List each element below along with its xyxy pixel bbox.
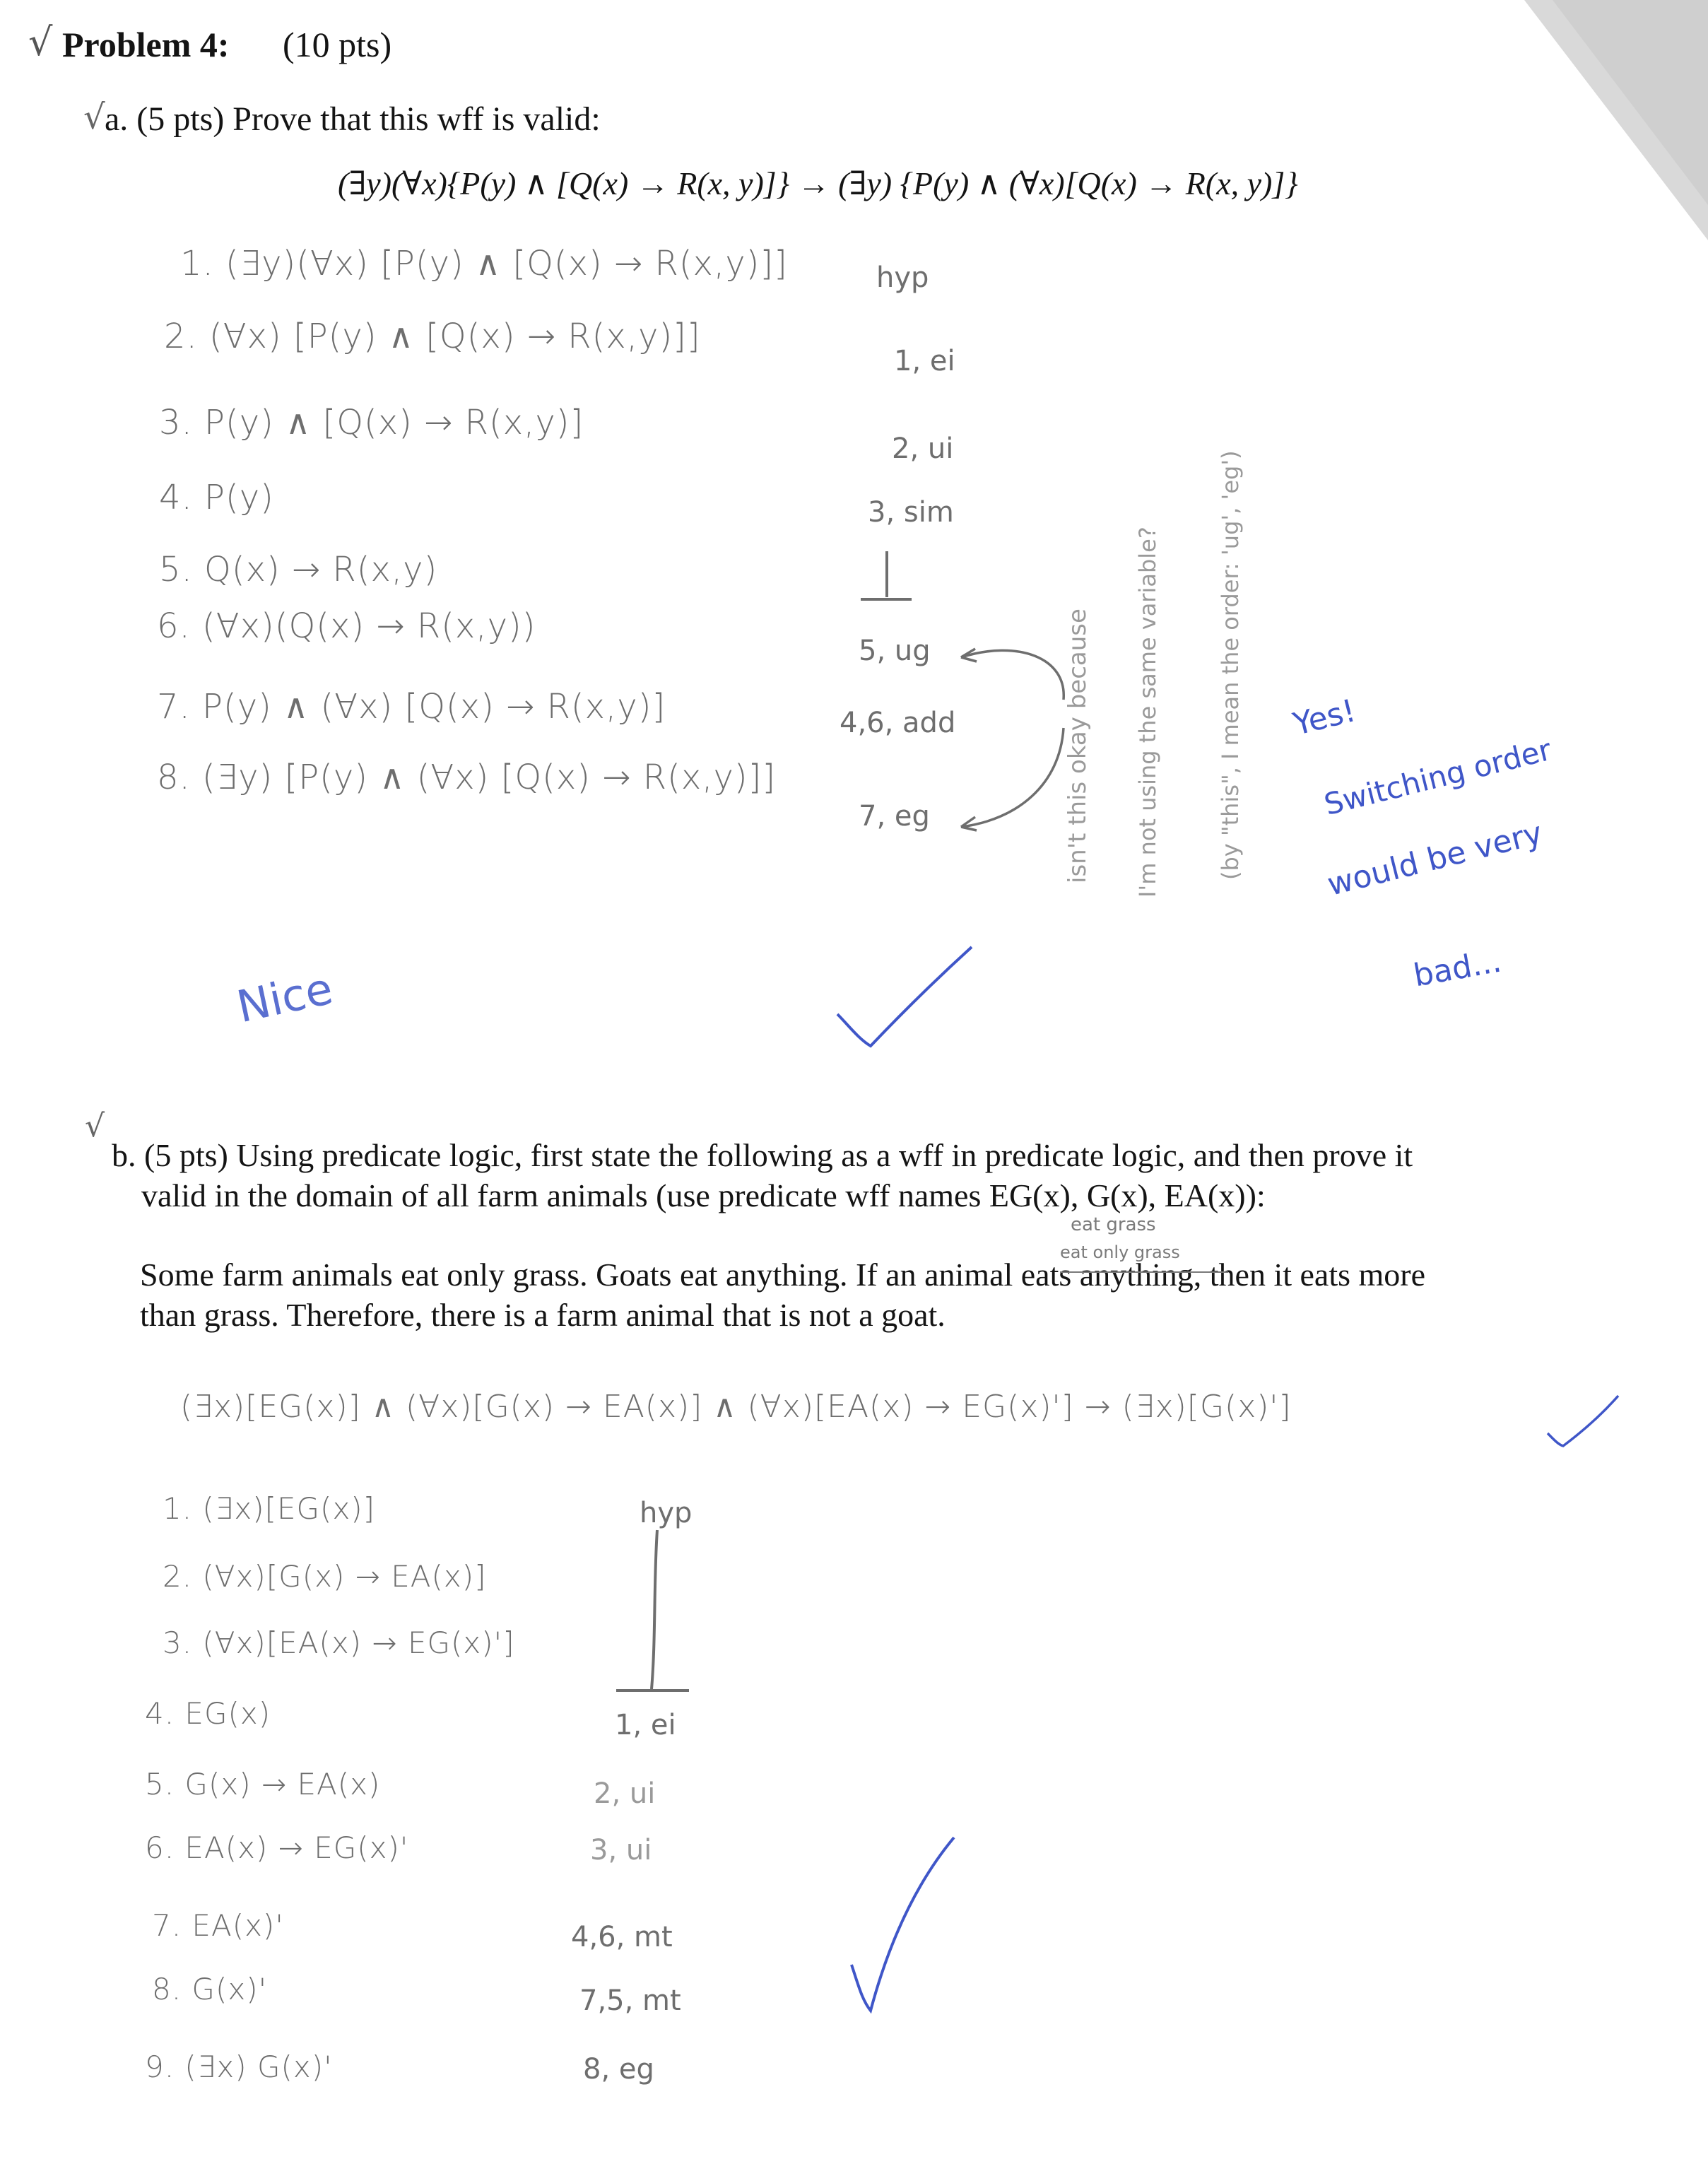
part-a-step-8: 8. (∃y) [P(y) ∧ (∀x) [Q(x) → R(x,y)]] <box>157 758 777 797</box>
part-b-step-4: 4. EG(x) <box>145 1696 271 1731</box>
grader-comment-line-4: bad... <box>1410 943 1504 994</box>
part-b-intro-line-2: valid in the domain of all farm animals (use predicate wff names EG(x), G(x), EA(x)): <box>141 1177 1266 1213</box>
part-a-derivation-bracket <box>861 551 912 599</box>
part-b-just-8: 7,5, mt <box>579 1984 681 2017</box>
part-a-just-6: 5, ug <box>859 635 931 667</box>
part-b-statement-line-2: than grass. Therefore, there is a farm animal that is not a goat. <box>140 1297 946 1333</box>
grader-comment-line-1: Yes! <box>1290 693 1360 743</box>
part-a-arrow-annotation <box>961 649 1064 830</box>
part-a-heading: a. (5 pts) Prove that this wff is valid: <box>105 100 601 138</box>
part-b-derivation-bracket <box>616 1530 689 1690</box>
part-a-step-3: 3. P(y) ∧ [Q(x) → R(x,y)] <box>159 403 584 442</box>
problem-check-mark: √ <box>28 20 53 64</box>
part-a-just-1: hyp <box>876 261 929 294</box>
part-b-step-6: 6. EA(x) → EG(x)' <box>145 1830 409 1865</box>
part-b-step-3: 3. (∀x)[EA(x) → EG(x)'] <box>163 1625 515 1660</box>
part-a-formula: (∃y)(∀x){P(y) ∧ [Q(x) → R(x, y)]} → (∃y) {P(y) ∧ (∀x)[Q(x) → R(x, y)]} <box>338 165 1298 201</box>
part-b-step-1: 1. (∃x)[EG(x)] <box>163 1491 376 1526</box>
part-a-just-7: 4,6, add <box>840 707 956 739</box>
note-eat-grass: eat grass <box>1071 1214 1156 1235</box>
part-b-step-7: 7. EA(x)' <box>152 1908 284 1943</box>
part-a-step-2: 2. (∀x) [P(y) ∧ [Q(x) → R(x,y)]] <box>164 317 701 356</box>
part-a-just-8: 7, eg <box>859 800 930 833</box>
part-b-just-9: 8, eg <box>583 2053 654 2086</box>
part-b-statement-line-1: Some farm animals eat only grass. Goats eat anything. If an animal eats anything, then it eats more <box>140 1257 1426 1293</box>
side-question-line-2: I'm not using the same variable? <box>1134 527 1161 898</box>
part-a-step-4: 4. P(y) <box>159 478 274 517</box>
part-b-just-1: hyp <box>640 1497 693 1529</box>
part-b-just-4: 1, ei <box>615 1709 676 1741</box>
part-b-intro-line-1: b. (5 pts) Using predicate logic, first state the following as a wff in predicate logic, and then prove it <box>112 1137 1413 1173</box>
side-question-line-3: (by "this", I mean the order: 'ug', 'eg') <box>1217 450 1244 880</box>
grader-initials: Nice <box>232 962 337 1033</box>
part-a-just-3: 2, ui <box>892 433 954 465</box>
part-a-check-mark: √ <box>83 98 105 137</box>
part-a-step-7: 7. P(y) ∧ (∀x) [Q(x) → R(x,y)] <box>157 687 666 727</box>
problem-title: Problem 4: <box>62 25 230 64</box>
grader-comment-line-2: Switching order <box>1320 731 1555 823</box>
part-a-step-5: 5. Q(x) → R(x,y) <box>159 550 438 589</box>
part-b-grade-check-icon <box>852 1837 954 2011</box>
part-b-just-5: 2, ui <box>594 1777 656 1810</box>
problem-points: (10 pts) <box>283 25 392 64</box>
part-b-answer-check-icon <box>1548 1396 1618 1446</box>
part-b-just-6: 3, ui <box>590 1834 652 1866</box>
part-b-step-2: 2. (∀x)[G(x) → EA(x)] <box>163 1559 487 1594</box>
grader-comment-line-3: would be very <box>1324 815 1546 903</box>
part-b-just-7: 4,6, mt <box>571 1921 673 1953</box>
part-b-answer-formula: (∃x)[EG(x)] ∧ (∀x)[G(x) → EA(x)] ∧ (∀x)[EA(x) → EG(x)'] → (∃x)[G(x)'] <box>180 1389 1292 1425</box>
part-b-step-9: 9. (∃x) G(x)' <box>145 2050 333 2084</box>
part-a-grade-check-icon <box>837 947 972 1046</box>
part-b-step-5: 5. G(x) → EA(x) <box>145 1767 381 1801</box>
part-a-step-6: 6. (∀x)(Q(x) → R(x,y)) <box>157 606 536 646</box>
part-b-step-8: 8. G(x)' <box>152 1972 268 2006</box>
part-a-just-2: 1, ei <box>894 345 955 377</box>
part-a-step-1: 1. (∃y)(∀x) [P(y) ∧ [Q(x) → R(x,y)]] <box>180 244 788 283</box>
note-eat-only-grass: eat only grass <box>1060 1242 1180 1262</box>
side-question-line-1: isn't this okay because <box>1064 608 1092 883</box>
part-b-check-mark: √ <box>85 1108 105 1144</box>
part-a-just-4: 3, sim <box>868 496 954 529</box>
scan-corner-shadow <box>1524 0 1708 240</box>
